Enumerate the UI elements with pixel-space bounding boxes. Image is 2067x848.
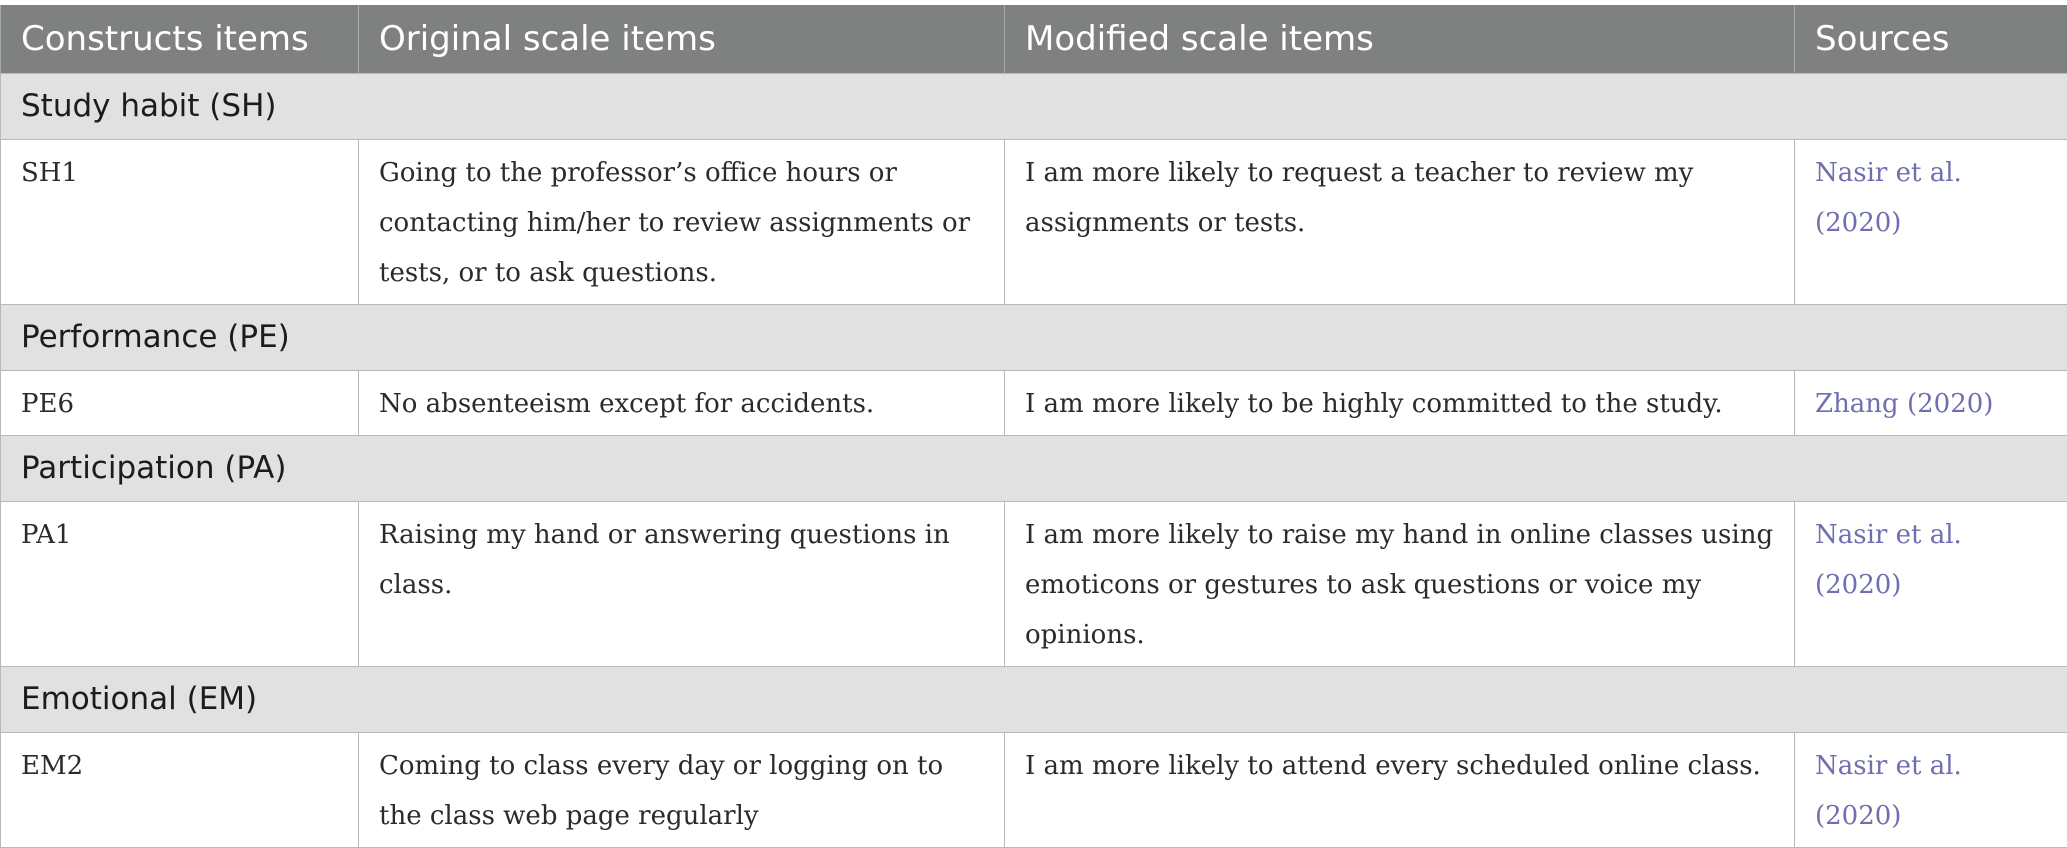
group-title: Emotional (EM) [1, 666, 2067, 732]
group-row-participation [1, 435, 2067, 501]
item-original: Going to the professor’s office hours or contacting him/her to review assignments or tests, or to ask questions. [359, 139, 1005, 304]
scale-items-table [0, 5, 2067, 848]
group-title: Participation (PA) [1, 435, 2067, 501]
item-modified: I am more likely to be highly committed to the study. [1005, 370, 1795, 435]
item-source-link[interactable]: Nasir et al. (2020) [1795, 732, 2067, 847]
item-original: No absenteeism except for accidents. [359, 370, 1005, 435]
header-modified-scale-items: Modified scale items [1005, 5, 1795, 73]
item-source-link[interactable]: Nasir et al. (2020) [1795, 139, 2067, 304]
item-modified: I am more likely to attend every scheduled online class. [1005, 732, 1795, 847]
header-constructs-items: Constructs items [1, 5, 359, 73]
group-row-performance [1, 304, 2067, 370]
group-title: Study habit (SH) [1, 73, 2067, 139]
group-title: Performance (PE) [1, 304, 2067, 370]
item-code: EM2 [1, 732, 359, 847]
item-code: SH1 [1, 139, 359, 304]
table-row [1, 139, 2067, 304]
table-row [1, 501, 2067, 666]
item-source-link[interactable]: Nasir et al. (2020) [1795, 501, 2067, 666]
group-row-study-habit [1, 73, 2067, 139]
header-original-scale-items: Original scale items [359, 5, 1005, 73]
table-header [1, 5, 2067, 73]
item-code: PE6 [1, 370, 359, 435]
item-code: PA1 [1, 501, 359, 666]
group-row-emotional [1, 666, 2067, 732]
table-row [1, 370, 2067, 435]
item-original: Raising my hand or answering questions in class. [359, 501, 1005, 666]
table-row [1, 732, 2067, 847]
item-original: Coming to class every day or logging on to the class web page regularly [359, 732, 1005, 847]
item-source-link[interactable]: Zhang (2020) [1795, 370, 2067, 435]
item-modified: I am more likely to request a teacher to review my assignments or tests. [1005, 139, 1795, 304]
item-modified: I am more likely to raise my hand in online classes using emoticons or gestures to ask questions or voice my opinions. [1005, 501, 1795, 666]
header-sources: Sources [1795, 5, 2067, 73]
